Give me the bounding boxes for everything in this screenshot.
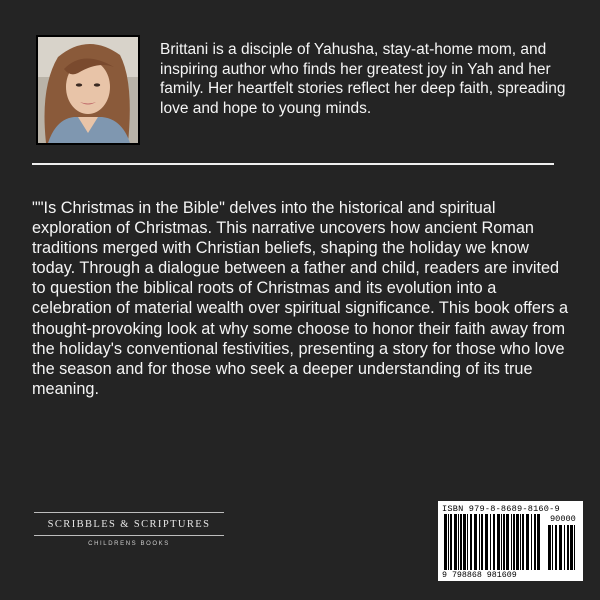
author-portrait-image [38,37,138,143]
author-photo [36,35,140,145]
book-description: ""Is Christmas in the Bible" delves into the historical and spiritual exploration of Christmas. This narrative uncovers how ancient Roman traditions merged with Christian beliefs, shaping the holiday we know today. Through a dialogue between a father and child, readers are invited to question the biblical roots of Christmas and its evolution into a celebration of material wealth over spiritual significance. This book offers a thought-provoking look at why some choose to honor their faith away from the holiday's conventional festivities, presenting a story for those who love the season and for those who seek a deeper understanding of its true meaning. [32,199,569,398]
addon-barcode-bars [548,525,578,570]
isbn-label: ISBN 979-8-8689-8160-9 [442,504,560,514]
publisher-subtitle: CHILDRENS BOOKS [88,541,170,547]
author-bio: Brittani is a disciple of Yahusha, stay-at-home mom, and inspiring author who finds her greatest joy in Yah and her family. Her heartfelt stories reflect her deep faith, spreading love and hope to young minds. [160,41,566,117]
publisher-rule-bottom [34,535,224,536]
isbn-barcode [438,501,583,581]
addon-number: 90000 [550,514,576,524]
publisher-logo [34,512,224,547]
ean-barcode-bars [444,514,544,570]
publisher-name: SCRIBBLES & SCRIPTURES [47,519,211,530]
section-divider [32,163,554,165]
ean-number: 9 798868 981609 [442,571,517,580]
